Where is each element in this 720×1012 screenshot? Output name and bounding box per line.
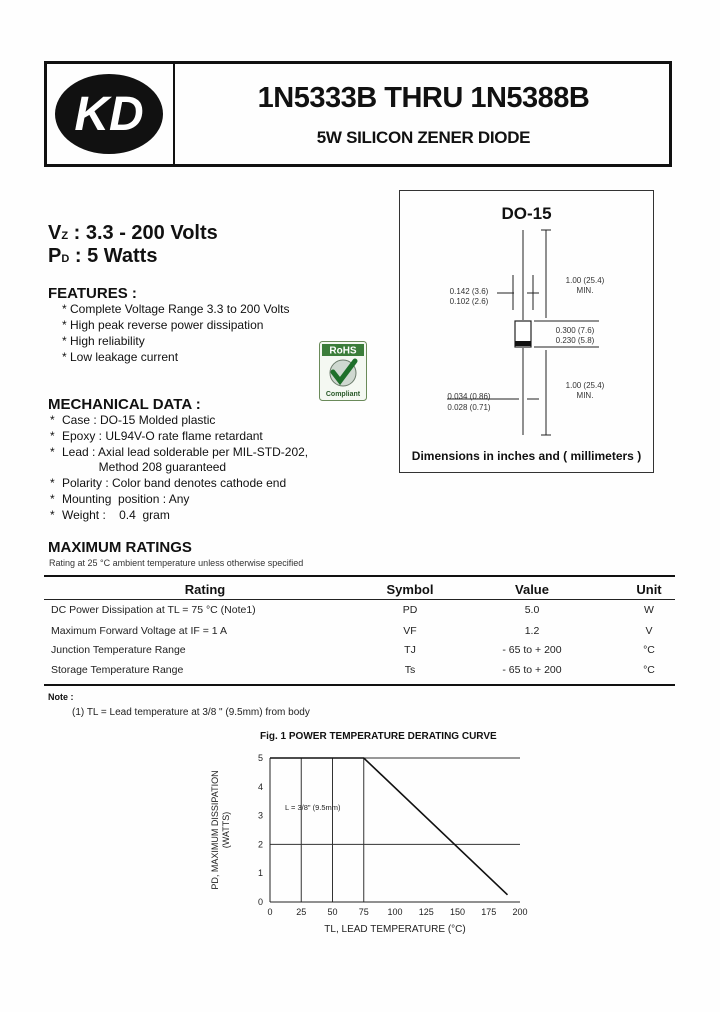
table-cell: Maximum Forward Voltage at IF = 1 A xyxy=(51,625,227,637)
col-header-unit: Unit xyxy=(636,582,662,597)
package-drawing xyxy=(399,190,654,473)
svg-text:0.300 (7.6): 0.300 (7.6) xyxy=(555,326,595,335)
x-tick-label: 125 xyxy=(418,907,434,917)
x-tick-label: 200 xyxy=(512,907,528,917)
svg-text:1.00 (25.4): 1.00 (25.4) xyxy=(565,381,605,390)
table-header-rule xyxy=(44,599,675,600)
list-item: * Lead : Axial lead solderable per MIL-STD-202, xyxy=(50,444,309,459)
list-item: * Polarity : Color band denotes cathode end xyxy=(50,476,287,491)
table-cell: - 65 to + 200 xyxy=(502,644,562,656)
features-title: FEATURES : xyxy=(48,285,137,302)
table-cell: Storage Temperature Range xyxy=(51,664,184,676)
mechanical-title: MECHANICAL DATA : xyxy=(48,396,201,413)
pd-rating: PD : 5 Watts xyxy=(48,245,158,267)
derating-chart xyxy=(200,745,540,940)
vz-rating: VZ : 3.3 - 200 Volts xyxy=(48,222,218,244)
list-item: * High peak reverse power dissipation xyxy=(62,318,264,332)
list-item: * Low leakage current xyxy=(62,350,179,364)
features-list xyxy=(62,301,290,365)
chart-annotation: L = 3/8" (9.5mm) xyxy=(285,802,341,812)
cathode-band xyxy=(515,341,531,346)
x-tick-label: 50 xyxy=(327,907,338,917)
svg-text:1.00 (25.4): 1.00 (25.4) xyxy=(565,276,605,285)
list-item: Method 208 guaranteed xyxy=(62,460,227,475)
y-axis-label: PD, MAXIMUM DISSIPATION xyxy=(210,770,220,890)
svg-text:MIN.: MIN. xyxy=(576,391,594,400)
series-line-derating xyxy=(270,758,508,895)
mechanical-list xyxy=(50,413,308,524)
y-axis-label-unit: (WATTS) xyxy=(221,811,231,849)
list-item: * Epoxy : UL94V-O rate flame retardant xyxy=(50,428,263,443)
table-top-rule xyxy=(44,575,675,577)
y-tick-label: 4 xyxy=(257,781,263,792)
col-header-value: Value xyxy=(515,582,549,597)
table-cell: PD xyxy=(402,604,418,616)
x-tick-label: 0 xyxy=(267,907,273,917)
note-1: (1) TL = Lead temperature at 3/8 " (9.5mm) from body xyxy=(72,707,310,718)
package-caption: Dimensions in inches and ( millimeters ) xyxy=(411,449,642,463)
chart-title: Fig. 1 POWER TEMPERATURE DERATING CURVE xyxy=(260,731,497,742)
list-item: * Mounting position : Any xyxy=(50,491,190,506)
page-title: 1N5333B THRU 1N5388B xyxy=(257,82,590,114)
svg-text:0.102 (2.6): 0.102 (2.6) xyxy=(449,297,489,306)
svg-text:0.028 (0.71): 0.028 (0.71) xyxy=(447,403,491,412)
table-cell: VF xyxy=(403,625,417,637)
svg-text:0.034 (0.86): 0.034 (0.86) xyxy=(447,392,491,401)
table-cell: 1.2 xyxy=(524,625,540,637)
max-ratings-title: MAXIMUM RATINGS xyxy=(48,539,192,556)
table-cell: Ts xyxy=(404,664,416,676)
max-ratings-note: Rating at 25 °C ambient temperature unless otherwise specified xyxy=(49,558,304,568)
list-item: * Complete Voltage Range 3.3 to 200 Volts xyxy=(62,302,290,316)
x-tick-label: 175 xyxy=(481,907,497,917)
list-item: * High reliability xyxy=(62,334,145,348)
col-header-rating: Rating xyxy=(184,582,226,597)
table-cell: DC Power Dissipation at TL = 75 °C (Note1) xyxy=(51,604,256,616)
svg-text:0.230 (5.8): 0.230 (5.8) xyxy=(555,336,595,345)
svg-text:RoHS: RoHS xyxy=(329,345,357,357)
table-cell: - 65 to + 200 xyxy=(502,664,562,676)
table-cell: V xyxy=(645,625,653,637)
note-heading: Note : xyxy=(48,692,74,702)
table-cell: °C xyxy=(643,644,655,656)
svg-text:MIN.: MIN. xyxy=(576,286,594,295)
list-item: * Weight : 0.4 gram xyxy=(50,507,170,522)
package-title: DO-15 xyxy=(501,204,552,223)
logo-text: KD xyxy=(74,88,144,141)
x-tick-label: 75 xyxy=(358,907,369,917)
y-tick-label: 2 xyxy=(257,839,263,850)
kd-logo xyxy=(50,68,168,160)
col-header-symbol: Symbol xyxy=(386,582,434,597)
y-tick-label: 3 xyxy=(257,810,263,821)
x-tick-label: 100 xyxy=(387,907,403,917)
svg-text:Compliant: Compliant xyxy=(325,391,361,398)
x-tick-label: 25 xyxy=(296,907,307,917)
x-tick-label: 150 xyxy=(449,907,466,917)
y-tick-label: 1 xyxy=(257,868,263,879)
table-cell: TJ xyxy=(404,644,416,656)
svg-text:0.142 (3.6): 0.142 (3.6) xyxy=(449,287,489,296)
rohs-compliant-badge xyxy=(319,341,367,401)
table-cell: W xyxy=(644,604,654,616)
page-subtitle: 5W SILICON ZENER DIODE xyxy=(316,128,531,147)
table-cell: 5.0 xyxy=(524,604,540,616)
table-cell: °C xyxy=(643,664,655,676)
y-tick-label: 0 xyxy=(257,897,263,907)
table-bottom-rule xyxy=(44,684,675,686)
x-axis-label: TL, LEAD TEMPERATURE (°C) xyxy=(324,924,466,935)
table-cell: Junction Temperature Range xyxy=(51,644,186,656)
y-tick-label: 5 xyxy=(257,753,263,763)
list-item: * Case : DO-15 Molded plastic xyxy=(50,413,216,427)
